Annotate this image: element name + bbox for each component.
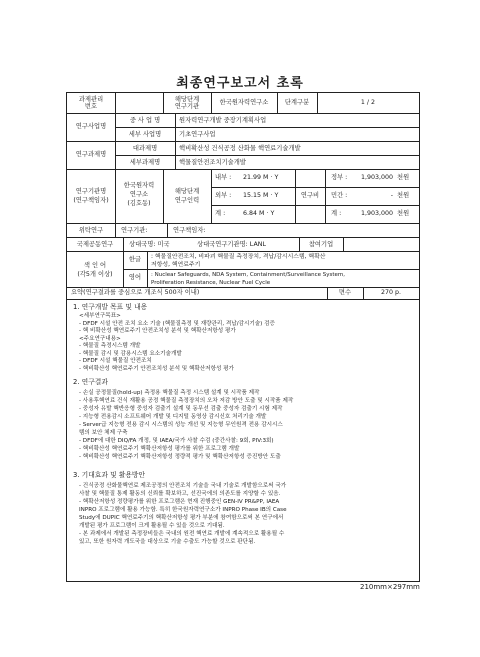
section-2-line: - Server급 지능형 전용 감시 시스템의 성능 개선 및 지능형 무인원격 전용 감시시스 xyxy=(79,422,283,428)
summary-label: 요약(연구결과를 중심으로 개조식 500자 이내) xyxy=(71,289,200,296)
section-1-line: <세부연구목표> xyxy=(79,313,121,319)
keywords-en-label: 영어 xyxy=(128,274,142,281)
section-3-line: Study에 DUPIC 핵연료주기의 핵확산저항성 평가 부분에 참여함으로써 본 연구에서 xyxy=(79,515,284,521)
cost-private-value: - xyxy=(390,192,393,199)
section-2-line: - DFDF에 대한 DIQ/FA 개정, 및 IAEA/국가 사찰 수검 (중간사찰: 9회, PIV:3회) xyxy=(79,438,274,444)
personnel-total-value: 6.84 M · Y xyxy=(243,210,275,217)
paper-size-label: 210mm×297mm xyxy=(360,583,420,591)
cost-label: 연구비 xyxy=(300,192,320,199)
personnel-internal-value: 21.99 M · Y xyxy=(243,174,279,181)
sub-project-value: 기초연구사업 xyxy=(179,131,216,138)
section-2-line: - 손실 공정물질(hold-up) 측정용 핵물질 측정 시스템 설계 및 시작품 제작 xyxy=(79,390,260,396)
agency-label: 해당단계 연구기관 xyxy=(174,96,200,110)
section-1-line: - DFDF 시설 핵물질 안전조치 xyxy=(79,358,152,364)
mid-project-value: 원자력연구개발 중장기계획사업 xyxy=(179,117,267,124)
personnel-external-value: 15.15 M · Y xyxy=(243,192,279,199)
cost-gov-label: 정부 : xyxy=(331,174,348,181)
intl-label: 국제공동연구 xyxy=(76,241,114,248)
section-1-line: - 핵물질 감시 및 감용시스템 요소기술개발 xyxy=(79,350,182,357)
stage-value: 1 / 2 xyxy=(360,99,376,106)
contract-label: 위탁연구 xyxy=(78,227,104,234)
abstract-form xyxy=(66,92,420,582)
contract-org-label: 연구기관: xyxy=(121,227,148,234)
section-1-line: - 핵비확산성 핵연료주기 안전조치성 분석 및 핵확산저항성 평가 xyxy=(79,365,234,372)
section-3-line: - 핵확산저항성 정량평가를 위한 프로그램은 현재 진행중인 GEN-IV PR&PP, IAEA xyxy=(79,499,280,505)
section-1-line: <주요연구내용> xyxy=(79,335,121,342)
keywords-ko-label: 한글 xyxy=(128,256,142,263)
keywords-en-line1: : Nuclear Safeguards, NDA System, Containment/Surveillance System, xyxy=(151,272,346,278)
detail-task-value: 핵물질안전조치기술개발 xyxy=(179,159,246,166)
manager-label: 연구기관명 (연구책임자) xyxy=(73,188,109,204)
intl-org: 상대국연구기관명: LANL xyxy=(197,241,266,248)
section-3-line: - 본 과제에서 개발된 측정장비들은 국내의 원전 핵연료 개발에 계속적으로 활용될 수 xyxy=(79,531,285,537)
section-2-line: 템의 보안 체제 구축 xyxy=(79,430,128,436)
keywords-ko-line1: : 핵물질안전조치, 비파괴 핵물질 측정장치, 격납/감시시스템, 핵확산 xyxy=(151,254,326,260)
cost-private-unit: 천원 xyxy=(397,192,410,199)
main-task-value: 핵비확산성 건식공정 산화물 핵연료기술개발 xyxy=(179,145,301,152)
task-label: 연구과제명 xyxy=(75,151,107,158)
personnel-total-label: 계 : xyxy=(215,210,226,217)
keywords-ko-line2: 저항성, 핵연료주기 xyxy=(151,262,201,268)
pages-label: 면수 xyxy=(338,289,352,296)
personnel-internal-label: 내부 : xyxy=(215,174,232,181)
section-2-line: - 사용후핵연료 건식 재활용 공정 핵물질 측정장치의 오차 저감 방안 도출 및 시작품 제작 xyxy=(79,398,294,404)
section-2-line: - 핵비확산성 핵연료주기 핵확산저항성 정량적 평가 및 핵확산저항성 증진방안 도출 xyxy=(79,454,281,460)
section-1-line: - 핵물질 측정시스템 개발 xyxy=(79,343,141,349)
personnel-external-label: 외부 : xyxy=(215,192,232,199)
cost-private-label: 민간 : xyxy=(331,192,348,199)
cost-total-value: 1,903,000 xyxy=(360,210,393,217)
mgmt-no-label: 과제관리 번호 xyxy=(78,96,104,110)
section-3-line: 개발된 평가 프로그램이 크게 활용될 수 있을 것으로 기대됨. xyxy=(79,523,225,529)
section-2-line: - 지능형 전용감시 소프트웨어 개발 및 디지털 동영상 감시신호 처리기술 개발 xyxy=(79,414,267,420)
section-1-line: - 핵 비확산성 핵연료주기 안전조치성 분석 및 핵확산저항성 평가 xyxy=(79,328,236,334)
section-3-line: 사찰 및 핵물질 통제 활동의 신뢰를 확보하고, 선진국에의 의존도를 지양할 수 있음. xyxy=(79,491,281,497)
contract-head-label: 연구책임자: xyxy=(173,227,206,234)
cost-total-unit: 천원 xyxy=(397,210,410,217)
cost-total-label: 계 : xyxy=(331,210,342,217)
manager-org: 한국원자력 연구소 (김호동) xyxy=(123,182,155,207)
mid-project-label: 중 사 업 명 xyxy=(129,117,161,124)
cost-gov-value: 1,903,000 xyxy=(360,174,393,181)
section-2-line: - 중성자 유발 핵반응형 중성자 검출기 설계 및 동무선 검출 중성자 검출기 시험 제작 xyxy=(79,406,283,412)
cost-gov-unit: 천원 xyxy=(397,174,410,181)
report-title: 최종연구보고서 초록 xyxy=(176,76,304,91)
section-2-heading: 2. 연구결과 xyxy=(73,378,108,386)
project-label: 연구사업명 xyxy=(75,123,107,130)
agency-value: 한국원자력연구소 xyxy=(219,99,269,106)
company-label: 참여기업 xyxy=(308,241,334,248)
keywords-label: 색 인 어 (각5개 이상) xyxy=(77,262,113,278)
section-3-line: INPRO 프로그램에 활용 가능함. 특히 한국원자력연구소가 INPRO Phase IB의 Case xyxy=(79,507,287,513)
section-2-line: - 핵비확산성 핵연료주기 핵확산저항성 평가를 위한 프로그램 개발 xyxy=(79,446,240,452)
section-3-line: - 건식공정 산화물핵연료 제조공정의 안전조치 기술을 국내 기술로 개발함으로써 국가 xyxy=(79,483,287,489)
section-3-heading: 3. 기대효과 및 활용방안 xyxy=(73,471,146,479)
pages-value: 270 p. xyxy=(380,289,402,296)
section-1-heading: 1. 연구개발 목표 및 내용 xyxy=(73,303,148,311)
main-task-label: 대과제명 xyxy=(132,145,158,152)
section-1-line: - DFDF 시설 안전 조치 요소 기술 (핵물질측정 및 재량관리, 격납/감시기술) 검증 xyxy=(79,320,275,327)
intl-country: 상대국명: 미국 xyxy=(129,241,170,248)
section-3-line: 있고, 또한 원자력 개도국을 대상으로 기술 수출도 가능할 것으로 판단됨. xyxy=(79,539,256,545)
personnel-label: 해당단계 연구인력 xyxy=(174,188,200,204)
keywords-en-line2: Proliferation Resistance, Nuclear Fuel Cycle xyxy=(151,280,271,286)
detail-task-label: 세부과제명 xyxy=(129,159,161,166)
sub-project-label: 세부 사업명 xyxy=(128,131,162,138)
stage-label: 단계구분 xyxy=(284,99,310,106)
